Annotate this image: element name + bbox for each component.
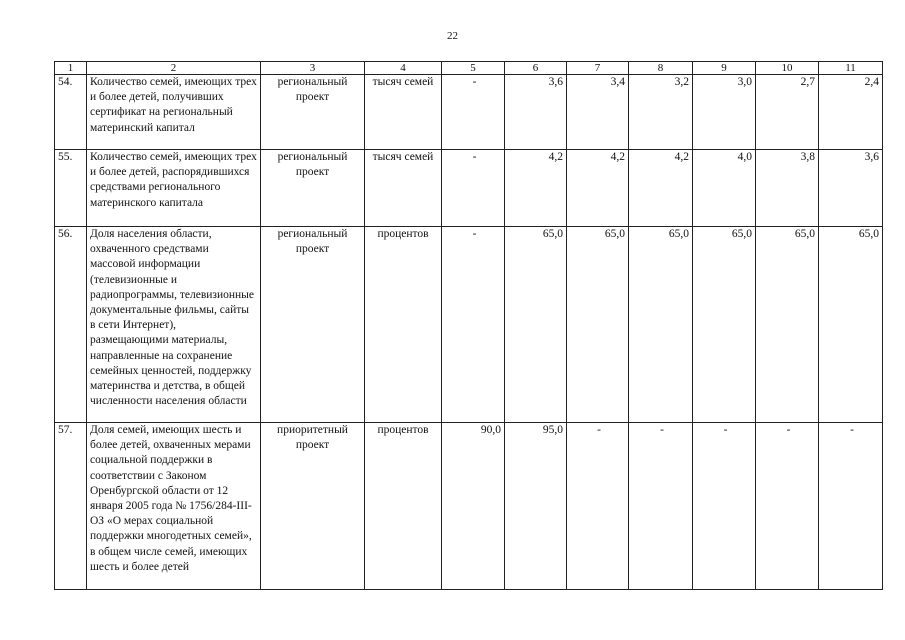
column-header: 2 bbox=[87, 62, 261, 75]
unit-of-measure: процентов bbox=[365, 227, 442, 423]
column-header: 5 bbox=[442, 62, 505, 75]
indicator-description: Количество семей, имеющих трех и более детей, распорядившихся средствами регионального материнского капитала bbox=[87, 150, 261, 227]
value-cell: - bbox=[756, 423, 819, 590]
table-row bbox=[55, 227, 883, 423]
row-number: 56. bbox=[55, 227, 87, 423]
value-cell: 95,0 bbox=[505, 423, 567, 590]
value-cell: 3,2 bbox=[629, 75, 693, 150]
page-number: 22 bbox=[447, 30, 458, 42]
column-header: 11 bbox=[819, 62, 883, 75]
value-cell: 3,0 bbox=[693, 75, 756, 150]
value-cell: 65,0 bbox=[819, 227, 883, 423]
indicator-description: Количество семей, имеющих трех и более детей, получивших сертификат на региональный материнский капитал bbox=[87, 75, 261, 150]
column-header: 1 bbox=[55, 62, 87, 75]
value-cell: 65,0 bbox=[693, 227, 756, 423]
indicator-description: Доля населения области, охваченного средствами массовой информации (телевизионные и радиопрограммы, телевизионные документальные фильмы, сайты в сети Интернет), размещающими материалы, направленные на сохранение семейных ценностей, поддержку материнства и детства, в общей численности населения области bbox=[87, 227, 261, 423]
value-cell: 2,7 bbox=[756, 75, 819, 150]
value-cell: 3,6 bbox=[819, 150, 883, 227]
value-cell: - bbox=[819, 423, 883, 590]
value-cell: 3,6 bbox=[505, 75, 567, 150]
unit-of-measure: тысяч семей bbox=[365, 75, 442, 150]
value-cell: 3,8 bbox=[756, 150, 819, 227]
value-cell: 4,2 bbox=[567, 150, 629, 227]
table-row bbox=[55, 423, 883, 590]
table-row bbox=[55, 150, 883, 227]
value-cell: 3,4 bbox=[567, 75, 629, 150]
value-cell: 65,0 bbox=[567, 227, 629, 423]
value-cell: - bbox=[567, 423, 629, 590]
column-header: 6 bbox=[505, 62, 567, 75]
value-cell: 65,0 bbox=[756, 227, 819, 423]
value-cell: 65,0 bbox=[505, 227, 567, 423]
value-cell: 4,2 bbox=[629, 150, 693, 227]
value-cell: 2,4 bbox=[819, 75, 883, 150]
indicators-table bbox=[54, 61, 883, 590]
row-number: 57. bbox=[55, 423, 87, 590]
indicator-description: Доля семей, имеющих шесть и более детей, охваченных мерами социальной поддержки в соответствии с Законом Оренбургской области от 12 января 2005 года № 1756/284-III-ОЗ «О мерах социальной поддержки многодетных семей», в общем числе семей, имеющих шесть и более детей bbox=[87, 423, 261, 590]
column-header: 8 bbox=[629, 62, 693, 75]
row-number: 55. bbox=[55, 150, 87, 227]
column-header: 7 bbox=[567, 62, 629, 75]
value-cell: - bbox=[693, 423, 756, 590]
column-header: 10 bbox=[756, 62, 819, 75]
column-header: 9 bbox=[693, 62, 756, 75]
row-number: 54. bbox=[55, 75, 87, 150]
column-header: 3 bbox=[261, 62, 365, 75]
unit-of-measure: тысяч семей bbox=[365, 150, 442, 227]
value-cell: 65,0 bbox=[629, 227, 693, 423]
project-type: региональный проект bbox=[261, 227, 365, 423]
value-cell: 4,2 bbox=[505, 150, 567, 227]
value-cell: - bbox=[442, 150, 505, 227]
column-header: 4 bbox=[365, 62, 442, 75]
value-cell: 90,0 bbox=[442, 423, 505, 590]
project-type: региональный проект bbox=[261, 150, 365, 227]
value-cell: - bbox=[442, 227, 505, 423]
unit-of-measure: процентов bbox=[365, 423, 442, 590]
project-type: региональный проект bbox=[261, 75, 365, 150]
value-cell: - bbox=[629, 423, 693, 590]
table-row bbox=[55, 75, 883, 150]
column-number-row bbox=[55, 62, 883, 75]
value-cell: 4,0 bbox=[693, 150, 756, 227]
value-cell: - bbox=[442, 75, 505, 150]
project-type: приоритетный проект bbox=[261, 423, 365, 590]
